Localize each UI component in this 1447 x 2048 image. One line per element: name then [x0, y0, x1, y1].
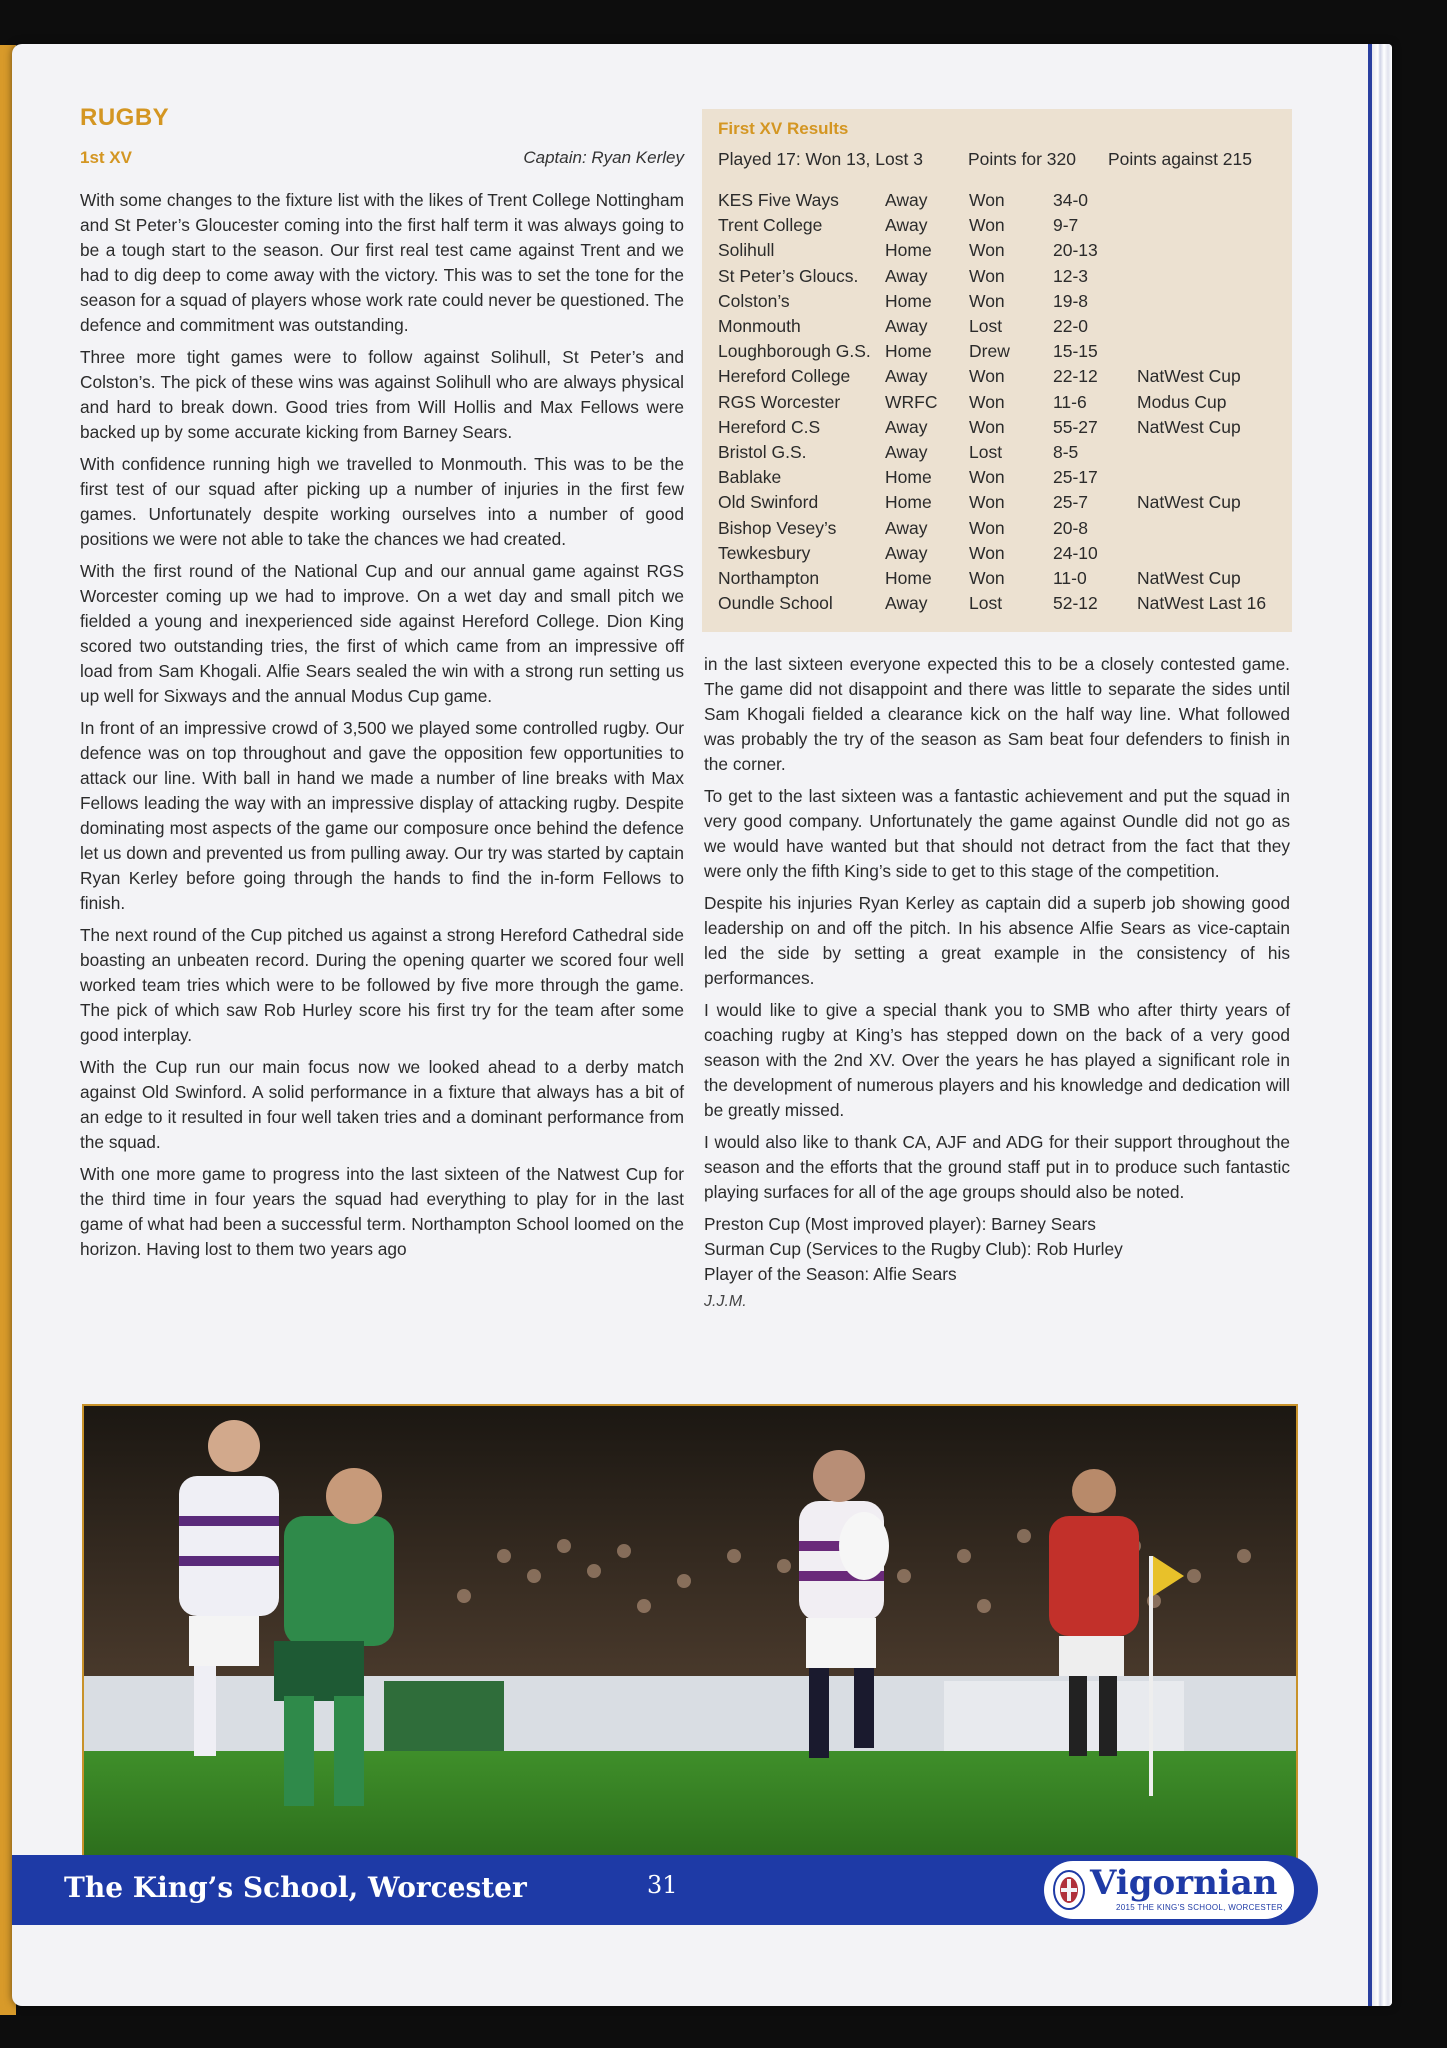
results-opponent: Hereford College	[718, 366, 851, 387]
results-venue: Away	[885, 442, 928, 463]
results-score: 11-0	[1053, 568, 1087, 589]
results-competition	[1137, 238, 1266, 263]
award-item: Preston Cup (Most improved player): Barney Sears	[704, 1214, 1096, 1234]
results-opponent: Loughborough G.S.	[718, 341, 871, 362]
results-score: 12-3	[1053, 265, 1089, 286]
results-opponent: St Peter’s Gloucs.	[718, 265, 859, 286]
results-result: Won	[969, 366, 1005, 387]
results-score: 19-8	[1053, 290, 1089, 311]
results-result: Won	[969, 542, 1005, 563]
results-opponent: Oundle School	[718, 593, 833, 614]
results-competition: Modus Cup	[1137, 391, 1227, 412]
results-result: Won	[969, 517, 1005, 538]
results-opponent: Colston’s	[718, 290, 790, 311]
results-competition	[1137, 314, 1266, 339]
brand-year: 2015	[1116, 1903, 1135, 1912]
results-venue: Away	[885, 366, 928, 387]
results-opponent: Solihull	[718, 240, 775, 261]
results-score: 20-8	[1053, 517, 1089, 538]
results-opponent: Tewkesbury	[718, 542, 811, 563]
results-score: 20-13	[1053, 240, 1098, 261]
results-venue: Home	[885, 341, 932, 362]
results-row	[718, 440, 1266, 465]
results-result: Won	[969, 391, 1005, 412]
results-opponent: Old Swinford	[718, 492, 819, 513]
results-row	[718, 364, 1266, 389]
results-result: Drew	[969, 341, 1010, 362]
article-paragraph: in the last sixteen everyone expected this to be a closely contested game. The game did not disappoint and there was little to separate the sides until Sam Khogali fielded a clearance kick on the half way line. What followed was probably the try of the season as Sam beat four defenders to finish in the corner.	[704, 654, 1290, 774]
photo-illustration	[84, 1406, 1296, 1872]
results-venue: Away	[885, 265, 928, 286]
results-table	[718, 188, 1266, 616]
article-paragraph: In front of an impressive crowd of 3,500 we played some controlled rugby. Our defence was on top throughout and gave the opposition few opportunities to attack our line. With ball in hand we made a number of line breaks with Max Fellows leading the way with an impressive display of attacking rugby. Despite dominating most aspects of the game our composure once behind the defence let us down and prevented us from pulling away. Our try was started by captain Ryan Kerley before going through the hands to find the in-form Fellows to finish.	[80, 718, 684, 913]
results-competition: NatWest Cup	[1137, 568, 1241, 589]
results-competition	[1137, 213, 1266, 238]
article-paragraph: With the Cup run our main focus now we looked ahead to a derby match against Old Swinford. A solid performance in a fixture that always has a bit of an edge to it resulted in four well taken tries and a dominant performance from the squad.	[80, 1057, 684, 1152]
award-item: Surman Cup (Services to the Rugby Club): Rob Hurley	[704, 1239, 1123, 1259]
results-row	[718, 516, 1266, 541]
results-result: Won	[969, 492, 1005, 513]
brand-school: THE KING'S SCHOOL, WORCESTER	[1137, 1903, 1283, 1912]
results-row	[718, 339, 1266, 364]
results-result: Won	[969, 416, 1005, 437]
results-venue: Away	[885, 316, 928, 337]
results-result: Won	[969, 467, 1005, 488]
results-score: 11-6	[1053, 391, 1087, 412]
results-result: Lost	[969, 593, 1003, 614]
vigornian-logo	[1044, 1861, 1294, 1919]
results-opponent: RGS Worcester	[718, 391, 841, 412]
results-venue: Away	[885, 190, 928, 210]
award-item: Player of the Season: Alfie Sears	[704, 1264, 957, 1284]
results-opponent: Northampton	[718, 568, 820, 589]
results-score: 25-7	[1053, 492, 1089, 513]
results-score: 25-17	[1053, 467, 1098, 488]
results-competition	[1137, 188, 1266, 213]
brand-name: Vigornian	[1090, 1863, 1278, 1903]
article-paragraph: Despite his injuries Ryan Kerley as captain did a superb job showing good leadership on and off the pitch. In his absence Alfie Sears as vice-captain led the side by setting a great example in the consistency of his performances.	[704, 893, 1290, 988]
results-opponent: KES Five Ways	[718, 190, 839, 210]
results-result: Won	[969, 265, 1005, 286]
results-venue: Away	[885, 593, 928, 614]
results-score: 22-12	[1053, 366, 1098, 387]
page-number: 31	[647, 1871, 678, 1899]
article-paragraph: To get to the last sixteen was a fantastic achievement and put the squad in very good company. Unfortunately the game against Oundle did not go as we would have wanted but that should not detract from the fact that they were only the fifth King’s side to get to this stage of the competition.	[704, 786, 1290, 881]
right-column	[704, 652, 1290, 1311]
results-opponent: Bablake	[718, 467, 782, 488]
results-result: Lost	[969, 316, 1003, 337]
results-venue: Home	[885, 290, 932, 311]
article-paragraph: I would also like to thank CA, AJF and ADG for their support throughout the season and the efforts that the ground staff put in to produce such fantastic playing surfaces for all of the age groups should also be noted.	[704, 1132, 1290, 1202]
results-venue: Away	[885, 517, 928, 538]
results-score: 34-0	[1053, 190, 1089, 210]
footer-bar	[12, 1855, 1318, 1925]
results-competition	[1137, 465, 1266, 490]
points-against: Points against 215	[1108, 149, 1252, 169]
awards-list	[704, 1212, 1290, 1287]
results-opponent: Bishop Vesey’s	[718, 517, 837, 538]
results-venue: Away	[885, 542, 928, 563]
results-competition: NatWest Last 16	[1137, 593, 1267, 614]
article-paragraph: The next round of the Cup pitched us against a strong Hereford Cathedral side boasting an unbeaten record. During the opening quarter we scored four well worked team tries which were to be followed by five more through the game. The pick of which saw Rob Hurley score his first try for the team after some good interplay.	[80, 925, 684, 1045]
results-title: First XV Results	[718, 119, 849, 138]
results-opponent: Trent College	[718, 215, 823, 236]
results-row	[718, 490, 1266, 515]
results-result: Lost	[969, 442, 1003, 463]
author-signature: J.J.M.	[704, 1293, 747, 1310]
brand-subtitle	[1116, 1903, 1283, 1912]
results-row	[718, 238, 1266, 263]
results-score: 9-7	[1053, 215, 1079, 236]
left-column	[80, 104, 684, 1269]
results-result: Won	[969, 190, 1005, 210]
results-score: 24-10	[1053, 542, 1098, 563]
results-competition	[1137, 440, 1266, 465]
results-competition	[1137, 516, 1266, 541]
results-venue: Home	[885, 492, 932, 513]
results-row	[718, 188, 1266, 213]
rugby-match-photo	[82, 1404, 1298, 1874]
results-row	[718, 213, 1266, 238]
article-paragraph: Three more tight games were to follow against Solihull, St Peter’s and Colston’s. The pick of these wins was against Solihull who are always physical and hard to break down. Good tries from Will Hollis and Max Fellows were backed up by some accurate kicking from Barney Sears.	[80, 347, 684, 442]
results-result: Won	[969, 240, 1005, 261]
points-for: Points for 320	[968, 149, 1076, 169]
results-competition: NatWest Cup	[1137, 492, 1241, 513]
results-venue: WRFC	[885, 391, 938, 412]
results-venue: Away	[885, 215, 928, 236]
results-box	[702, 109, 1292, 632]
results-competition: NatWest Cup	[1137, 366, 1241, 387]
results-result: Won	[969, 290, 1005, 311]
played-summary: Played 17: Won 13, Lost 3	[718, 149, 923, 169]
results-competition	[1137, 339, 1266, 364]
results-score: 55-27	[1053, 416, 1098, 437]
results-result: Won	[969, 215, 1005, 236]
results-row	[718, 541, 1266, 566]
results-venue: Away	[885, 416, 928, 437]
magazine-page	[12, 44, 1392, 2006]
results-summary	[718, 149, 1276, 170]
article-paragraph: With confidence running high we travelled to Monmouth. This was to be the first test of our squad after picking up a number of injuries in the first few games. Unfortunately despite working ourselves into a number of good positions we were not able to take the chances we had created.	[80, 454, 684, 549]
results-row	[718, 465, 1266, 490]
footer-school-name: The King’s School, Worcester	[64, 1871, 527, 1904]
results-score: 8-5	[1053, 442, 1079, 463]
results-row	[718, 390, 1266, 415]
results-score: 52-12	[1053, 593, 1098, 614]
results-row	[718, 566, 1266, 591]
captain-label: Captain: Ryan Kerley	[523, 148, 684, 167]
results-row	[718, 264, 1266, 289]
results-competition	[1137, 289, 1266, 314]
article-paragraph: With one more game to progress into the last sixteen of the Natwest Cup for the third time in four years the squad had everything to play for in the last game of what had been a successful term. Northampton School loomed on the horizon. Having lost to them two years ago	[80, 1164, 684, 1259]
article-paragraph: With some changes to the fixture list with the likes of Trent College Nottingham and St Peter’s Gloucester coming into the first half term it was always going to be a tough start to the season. Our first real test came against Trent and we had to dig deep to come away with the victory. This was to set the tone for the season for a squad of players whose work rate could never be questioned. The defence and commitment was outstanding.	[80, 190, 684, 335]
results-row	[718, 591, 1266, 616]
results-opponent: Monmouth	[718, 316, 801, 337]
results-row	[718, 314, 1266, 339]
results-opponent: Hereford C.S	[718, 416, 821, 437]
results-competition	[1137, 264, 1266, 289]
crest-icon	[1052, 1869, 1086, 1911]
results-score: 22-0	[1053, 316, 1089, 337]
section-title: RUGBY	[80, 104, 170, 131]
article-paragraph: With the first round of the National Cup and our annual game against RGS Worcester coming up we had to improve. On a wet day and small pitch we fielded a young and inexperienced side against Hereford College. Dion King scored two outstanding tries, the first of which came from an impressive off load from Sam Khogali. Alfie Sears sealed the win with a strong run setting us up well for Sixways and the annual Modus Cup game.	[80, 561, 684, 706]
results-opponent: Bristol G.S.	[718, 442, 807, 463]
article-paragraph: I would like to give a special thank you to SMB who after thirty years of coaching rugby at King’s has stepped down on the back of a very good season with the 2nd XV. Over the years he has played a significant role in the development of numerous players and his knowledge and dedication will be greatly missed.	[704, 1000, 1290, 1120]
team-label: 1st XV	[80, 148, 132, 167]
results-competition: NatWest Cup	[1137, 416, 1241, 437]
subheading	[80, 148, 684, 168]
results-venue: Home	[885, 240, 932, 261]
results-competition	[1137, 541, 1266, 566]
results-row	[718, 289, 1266, 314]
results-row	[718, 415, 1266, 440]
page-edge	[1368, 44, 1392, 2006]
results-score: 15-15	[1053, 341, 1098, 362]
results-venue: Home	[885, 568, 932, 589]
results-result: Won	[969, 568, 1005, 589]
results-venue: Home	[885, 467, 932, 488]
